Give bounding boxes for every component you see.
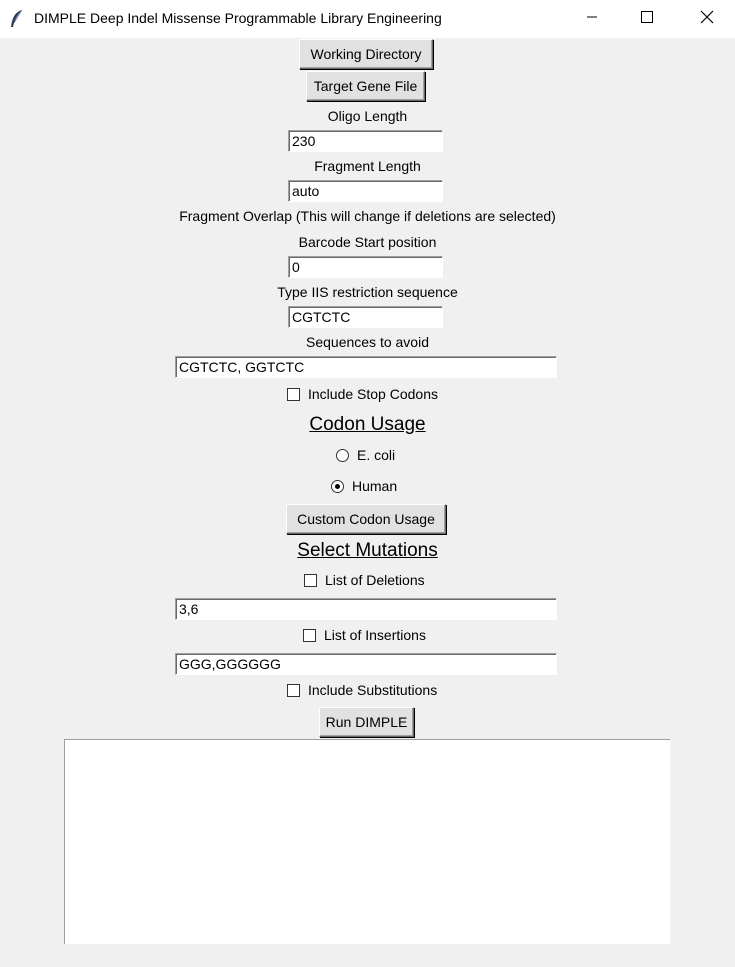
- deletions-input[interactable]: 3,6: [175, 598, 557, 620]
- ecoli-label: E. coli: [357, 447, 396, 463]
- fragment-overlap-label: Fragment Overlap (This will change if deletions are selected): [179, 208, 556, 224]
- window-title: DIMPLE Deep Indel Missense Programmable Library Engineering: [34, 10, 442, 26]
- output-log-textarea[interactable]: [64, 739, 670, 944]
- list-of-insertions-checkbox[interactable]: [303, 629, 316, 642]
- maximize-icon: [641, 11, 653, 27]
- include-stop-codons-checkbox[interactable]: [287, 388, 300, 401]
- avoid-sequences-label: Sequences to avoid: [306, 334, 429, 350]
- list-of-deletions-label: List of Deletions: [325, 572, 425, 588]
- close-icon: [700, 10, 714, 28]
- fragment-length-input[interactable]: auto: [288, 180, 443, 202]
- title-bar: [0, 0, 735, 38]
- target-gene-file-button[interactable]: Target Gene File: [306, 71, 425, 101]
- select-mutations-heading: Select Mutations: [297, 540, 438, 561]
- barcode-start-input[interactable]: 0: [288, 256, 443, 278]
- feather-icon: [9, 9, 25, 29]
- list-of-insertions-label: List of Insertions: [324, 627, 426, 643]
- human-label: Human: [352, 478, 398, 494]
- minimize-icon: [586, 11, 598, 27]
- fragment-length-label: Fragment Length: [314, 158, 421, 174]
- human-radio[interactable]: [331, 480, 344, 493]
- working-directory-button[interactable]: Working Directory: [299, 39, 433, 69]
- run-dimple-button[interactable]: Run DIMPLE: [319, 707, 414, 737]
- barcode-start-label: Barcode Start position: [298, 234, 437, 250]
- maximize-button[interactable]: [624, 0, 670, 38]
- ecoli-radio[interactable]: [336, 449, 349, 462]
- list-of-deletions-checkbox[interactable]: [304, 574, 317, 587]
- include-substitutions-checkbox[interactable]: [287, 684, 300, 697]
- close-button[interactable]: [684, 0, 730, 38]
- restriction-sequence-label: Type IIS restriction sequence: [277, 284, 458, 300]
- oligo-length-label: Oligo Length: [327, 108, 408, 124]
- codon-usage-heading: Codon Usage: [309, 414, 426, 435]
- restriction-sequence-input[interactable]: CGTCTC: [288, 306, 443, 328]
- custom-codon-usage-button[interactable]: Custom Codon Usage: [286, 504, 446, 534]
- oligo-length-input[interactable]: 230: [288, 130, 443, 152]
- minimize-button[interactable]: [569, 0, 615, 38]
- include-stop-codons-label: Include Stop Codons: [308, 386, 438, 402]
- avoid-sequences-input[interactable]: CGTCTC, GGTCTC: [175, 356, 557, 378]
- include-substitutions-label: Include Substitutions: [308, 682, 438, 698]
- insertions-input[interactable]: GGG,GGGGGG: [175, 653, 557, 675]
